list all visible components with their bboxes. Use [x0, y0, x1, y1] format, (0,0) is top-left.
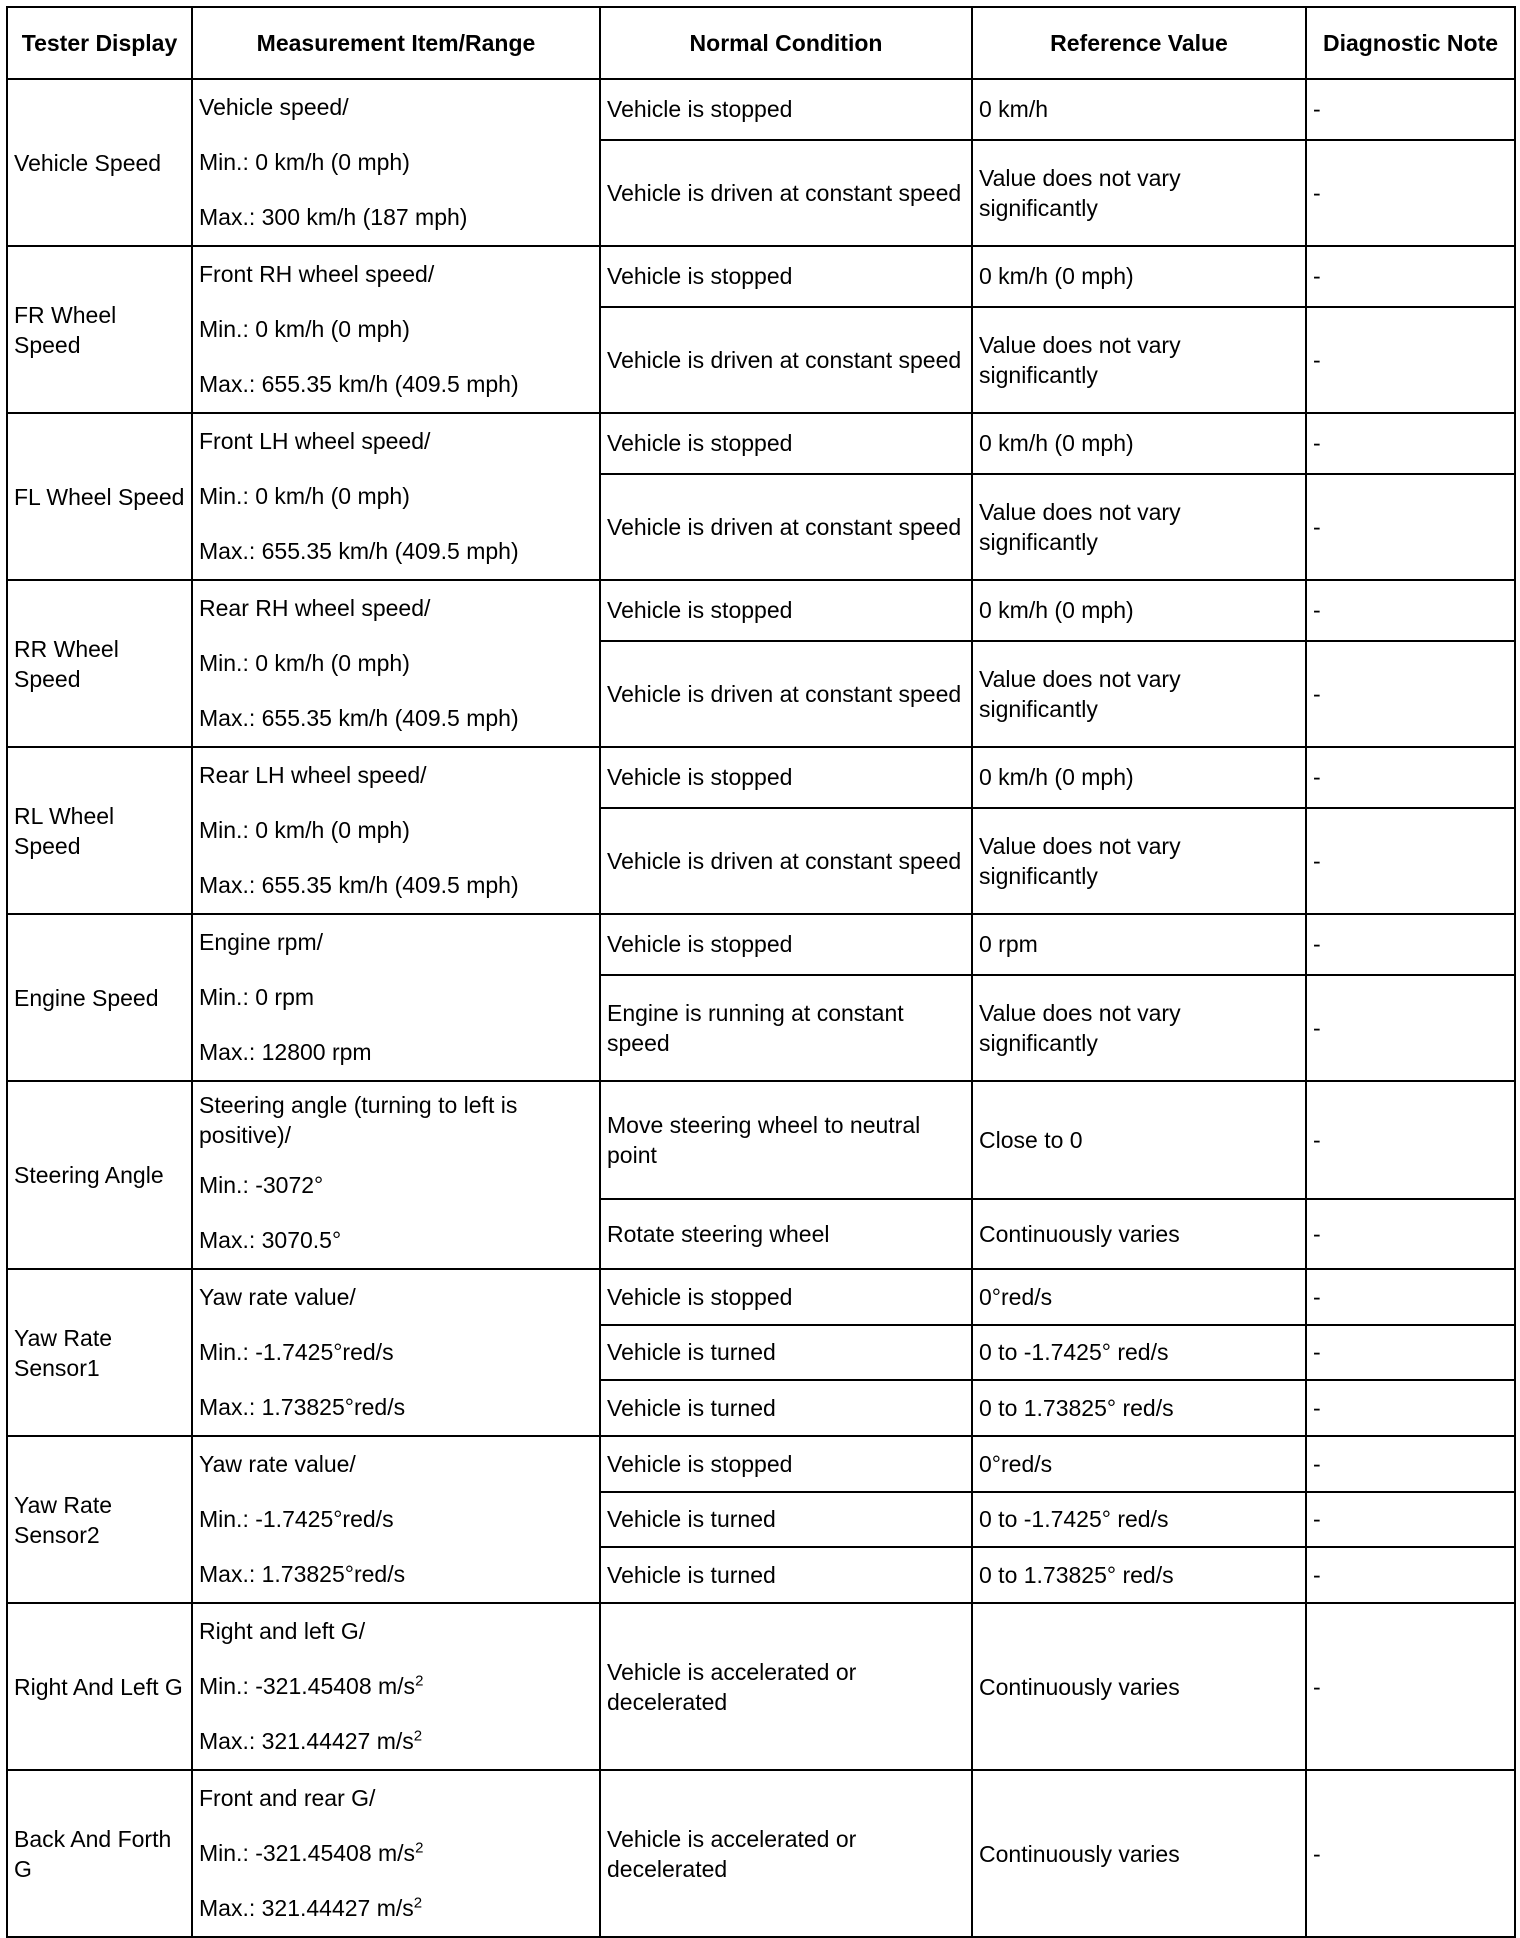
range-text: Min.: 0 km/h (0 mph) [199, 650, 410, 676]
unit-exponent: 2 [415, 1839, 424, 1857]
normal-condition-cell: Vehicle is turned [600, 1325, 972, 1381]
normal-condition-cell: Vehicle is stopped [600, 1436, 972, 1492]
range-text: Min.: -321.45408 m/s [199, 1840, 416, 1866]
reference-value-cell: Value does not vary significantly [972, 641, 1306, 747]
measurement-item [199, 80, 593, 135]
range-text: Engine rpm/ [199, 929, 324, 955]
range-text: Min.: 0 rpm [199, 984, 315, 1010]
reference-value-cell: Value does not vary significantly [972, 474, 1306, 580]
reference-value-cell: 0 to 1.73825° red/s [972, 1380, 1306, 1436]
range-min [199, 1158, 593, 1213]
diagnostic-note-cell: - [1306, 1547, 1515, 1603]
diagnostic-note-cell: - [1306, 1603, 1515, 1770]
range-text: Max.: 655.35 km/h (409.5 mph) [199, 705, 519, 731]
tester-display-cell: Yaw Rate Sensor2 [7, 1436, 192, 1603]
diagnostic-note-cell: - [1306, 1380, 1515, 1436]
normal-condition-cell: Vehicle is driven at constant speed [600, 474, 972, 580]
range-text: Max.: 321.44427 m/s [199, 1728, 414, 1754]
normal-condition-cell: Vehicle is driven at constant speed [600, 641, 972, 747]
range-text: Right and left G/ [199, 1618, 366, 1644]
measurement-item [199, 414, 593, 469]
diagnostic-note-cell: - [1306, 1492, 1515, 1548]
diagnostic-note-cell: - [1306, 246, 1515, 307]
diagnostic-note-cell: - [1306, 413, 1515, 474]
measurement-item [199, 915, 593, 970]
header-normal-condition: Normal Condition [600, 7, 972, 79]
reference-value-cell: Close to 0 [972, 1081, 1306, 1199]
measurement-range-cell [192, 1770, 600, 1937]
table-row [7, 580, 1515, 641]
range-text: Rear RH wheel speed/ [199, 595, 431, 621]
diagnostic-note-cell: - [1306, 79, 1515, 140]
reference-value-cell: 0 km/h (0 mph) [972, 413, 1306, 474]
measurement-item [199, 1082, 593, 1158]
range-min [199, 803, 593, 858]
reference-value-cell: 0 km/h (0 mph) [972, 580, 1306, 641]
normal-condition-cell: Vehicle is stopped [600, 914, 972, 975]
range-min [199, 1826, 593, 1881]
normal-condition-cell: Vehicle is stopped [600, 413, 972, 474]
range-max [199, 691, 593, 746]
range-text: Yaw rate value/ [199, 1284, 356, 1310]
tester-display-cell: Right And Left G [7, 1603, 192, 1770]
measurement-item [199, 247, 593, 302]
reference-value-cell: 0 to 1.73825° red/s [972, 1547, 1306, 1603]
tester-display-cell: Vehicle Speed [7, 79, 192, 246]
range-text: Min.: 0 km/h (0 mph) [199, 149, 410, 175]
range-text: Max.: 12800 rpm [199, 1039, 372, 1065]
range-max [199, 1547, 593, 1602]
measurement-range-cell [192, 914, 600, 1081]
range-text: Max.: 655.35 km/h (409.5 mph) [199, 371, 519, 397]
range-max [199, 858, 593, 913]
measurement-item [199, 1270, 593, 1325]
unit-exponent: 2 [413, 1894, 423, 1912]
normal-condition-cell: Engine is running at constant speed [600, 975, 972, 1081]
measurement-range-cell [192, 580, 600, 747]
header-row [7, 7, 1515, 79]
diagnostic-note-cell: - [1306, 747, 1515, 808]
normal-condition-cell: Vehicle is driven at constant speed [600, 140, 972, 246]
measurement-item [199, 748, 593, 803]
range-text: Max.: 1.73825°red/s [199, 1561, 406, 1587]
measurement-range-cell [192, 1081, 600, 1269]
measurement-range-cell [192, 246, 600, 413]
range-text: Max.: 3070.5° [199, 1227, 342, 1253]
range-max [199, 190, 593, 245]
table-row [7, 1436, 1515, 1492]
range-text: Max.: 655.35 km/h (409.5 mph) [199, 872, 519, 898]
range-text: Front LH wheel speed/ [199, 428, 431, 454]
range-min [199, 469, 593, 524]
reference-value-cell: Value does not vary significantly [972, 975, 1306, 1081]
measurement-item [199, 1437, 593, 1492]
tester-display-cell: FR Wheel Speed [7, 246, 192, 413]
diagnostic-note-cell: - [1306, 580, 1515, 641]
normal-condition-cell: Vehicle is driven at constant speed [600, 808, 972, 914]
range-text: Max.: 300 km/h (187 mph) [199, 204, 468, 230]
range-max [199, 1714, 593, 1769]
measurement-item [199, 1604, 593, 1659]
measurement-range-cell [192, 1603, 600, 1770]
range-max [199, 524, 593, 579]
reference-value-cell: Value does not vary significantly [972, 307, 1306, 413]
measurement-range-cell [192, 1269, 600, 1436]
range-max [199, 1881, 593, 1936]
table-row [7, 246, 1515, 307]
diagnostic-note-cell: - [1306, 914, 1515, 975]
unit-exponent: 2 [415, 1672, 424, 1690]
reference-value-cell: 0 km/h [972, 79, 1306, 140]
measurement-range-cell [192, 747, 600, 914]
measurement-range-cell [192, 79, 600, 246]
table-row [7, 747, 1515, 808]
range-text: Yaw rate value/ [199, 1451, 356, 1477]
reference-value-cell: Value does not vary significantly [972, 808, 1306, 914]
diagnostic-note-cell: - [1306, 140, 1515, 246]
measurement-item [199, 1771, 593, 1826]
normal-condition-cell: Vehicle is accelerated or decelerated [600, 1770, 972, 1937]
normal-condition-cell: Vehicle is accelerated or decelerated [600, 1603, 972, 1770]
range-text: Max.: 321.44427 m/s [199, 1895, 414, 1921]
diagnostic-note-cell: - [1306, 1436, 1515, 1492]
reference-value-cell: 0°red/s [972, 1269, 1306, 1325]
reference-value-cell: 0 to -1.7425° red/s [972, 1492, 1306, 1548]
measurement-range-cell [192, 1436, 600, 1603]
range-max [199, 1213, 593, 1268]
table-row [7, 1269, 1515, 1325]
range-text: Min.: 0 km/h (0 mph) [199, 316, 410, 342]
diagnostic-note-cell: - [1306, 1269, 1515, 1325]
diagnostic-note-cell: - [1306, 641, 1515, 747]
tester-display-cell: RL Wheel Speed [7, 747, 192, 914]
reference-value-cell: Continuously varies [972, 1199, 1306, 1269]
range-text: Front and rear G/ [199, 1785, 376, 1811]
range-text: Min.: -1.7425°red/s [199, 1506, 394, 1532]
header-diagnostic-note: Diagnostic Note [1306, 7, 1515, 79]
diagnostic-note-cell: - [1306, 474, 1515, 580]
data-monitor-table [6, 6, 1516, 1938]
range-text: Rear LH wheel speed/ [199, 762, 427, 788]
table-row [7, 1770, 1515, 1937]
normal-condition-cell: Vehicle is stopped [600, 79, 972, 140]
range-min [199, 1325, 593, 1380]
reference-value-cell: Continuously varies [972, 1603, 1306, 1770]
diagnostic-note-cell: - [1306, 1081, 1515, 1199]
normal-condition-cell: Vehicle is stopped [600, 580, 972, 641]
range-text: Max.: 655.35 km/h (409.5 mph) [199, 538, 519, 564]
reference-value-cell: 0 km/h (0 mph) [972, 246, 1306, 307]
range-text: Front RH wheel speed/ [199, 261, 435, 287]
normal-condition-cell: Move steering wheel to neutral point [600, 1081, 972, 1199]
range-max [199, 1025, 593, 1080]
table-row [7, 1603, 1515, 1770]
normal-condition-cell: Vehicle is driven at constant speed [600, 307, 972, 413]
reference-value-cell: Value does not vary significantly [972, 140, 1306, 246]
diagnostic-note-cell: - [1306, 1770, 1515, 1937]
measurement-item [199, 581, 593, 636]
reference-value-cell: 0 km/h (0 mph) [972, 747, 1306, 808]
range-text: Vehicle speed/ [199, 94, 349, 120]
diagnostic-note-cell: - [1306, 808, 1515, 914]
tester-display-cell: Yaw Rate Sensor1 [7, 1269, 192, 1436]
header-reference-value: Reference Value [972, 7, 1306, 79]
range-min [199, 1659, 593, 1714]
range-text: Steering angle (turning to left is positive)/ [199, 1092, 518, 1148]
table-row [7, 914, 1515, 975]
reference-value-cell: 0 rpm [972, 914, 1306, 975]
diagnostic-note-cell: - [1306, 1199, 1515, 1269]
range-min [199, 970, 593, 1025]
range-text: Min.: -321.45408 m/s [199, 1673, 416, 1699]
measurement-range-cell [192, 413, 600, 580]
range-min [199, 636, 593, 691]
range-max [199, 1380, 593, 1435]
normal-condition-cell: Vehicle is stopped [600, 1269, 972, 1325]
range-text: Min.: -3072° [199, 1172, 324, 1198]
normal-condition-cell: Vehicle is stopped [600, 747, 972, 808]
range-min [199, 135, 593, 190]
diagnostic-note-cell: - [1306, 307, 1515, 413]
tester-display-cell: Back And Forth G [7, 1770, 192, 1937]
normal-condition-cell: Vehicle is turned [600, 1492, 972, 1548]
reference-value-cell: 0°red/s [972, 1436, 1306, 1492]
header-measurement-item: Measurement Item/Range [192, 7, 600, 79]
reference-value-cell: 0 to -1.7425° red/s [972, 1325, 1306, 1381]
table-row [7, 413, 1515, 474]
range-max [199, 357, 593, 412]
table-row [7, 1081, 1515, 1199]
diagnostic-note-cell: - [1306, 975, 1515, 1081]
normal-condition-cell: Vehicle is turned [600, 1547, 972, 1603]
range-text: Min.: -1.7425°red/s [199, 1339, 394, 1365]
normal-condition-cell: Vehicle is turned [600, 1380, 972, 1436]
range-text: Max.: 1.73825°red/s [199, 1394, 406, 1420]
normal-condition-cell: Vehicle is stopped [600, 246, 972, 307]
tester-display-cell: Steering Angle [7, 1081, 192, 1269]
range-text: Min.: 0 km/h (0 mph) [199, 817, 410, 843]
range-min [199, 302, 593, 357]
diagnostic-note-cell: - [1306, 1325, 1515, 1381]
normal-condition-cell: Rotate steering wheel [600, 1199, 972, 1269]
table-row [7, 79, 1515, 140]
range-min [199, 1492, 593, 1547]
tester-display-cell: FL Wheel Speed [7, 413, 192, 580]
header-tester-display: Tester Display [7, 7, 192, 79]
tester-display-cell: Engine Speed [7, 914, 192, 1081]
reference-value-cell: Continuously varies [972, 1770, 1306, 1937]
unit-exponent: 2 [413, 1727, 423, 1745]
range-text: Min.: 0 km/h (0 mph) [199, 483, 410, 509]
tester-display-cell: RR Wheel Speed [7, 580, 192, 747]
